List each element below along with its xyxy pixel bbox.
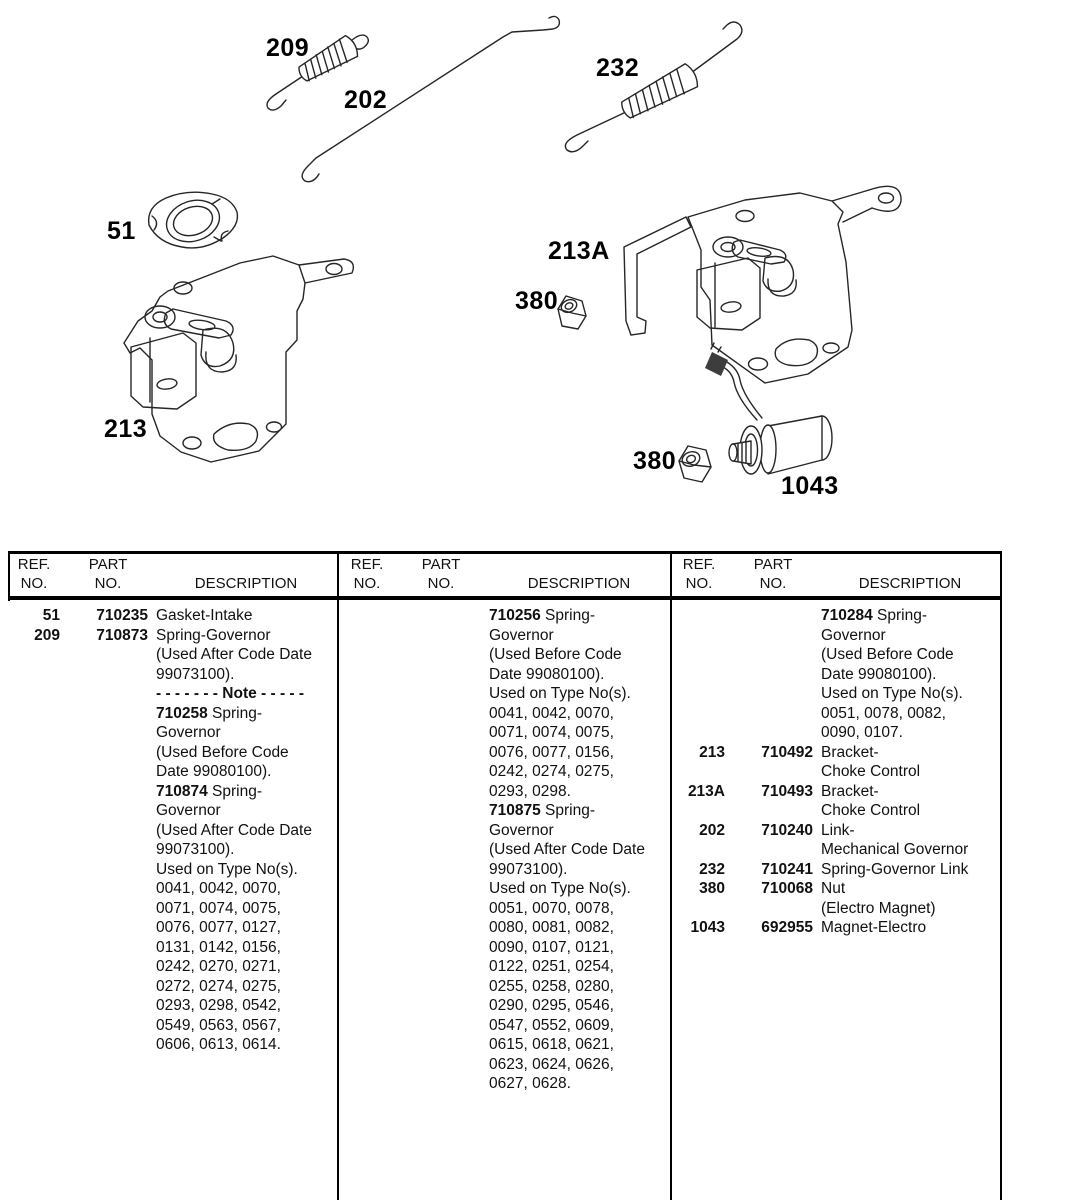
- callout-232: 232: [596, 54, 640, 82]
- table-header-rule: [8, 596, 1002, 600]
- parts-illustration: [0, 0, 1073, 552]
- description-line: Governor: [489, 821, 554, 839]
- description-line: 0272, 0274, 0275,: [156, 977, 281, 995]
- description-line: - - - - - - - Note - - - - -: [156, 685, 305, 702]
- description-line: (Electro Magnet): [821, 899, 936, 917]
- part-no: 710493: [761, 782, 813, 800]
- part-no: 710235: [96, 607, 148, 624]
- column-header-1: [8, 555, 336, 593]
- description-line: Spring-Governor: [156, 626, 271, 644]
- description-line: Choke Control: [821, 763, 921, 780]
- description-line: (Used After Code Date: [489, 841, 645, 858]
- part-entry: [341, 606, 667, 1094]
- description-line: (Used After Code Date: [156, 646, 312, 663]
- description-line: 99073100).: [489, 860, 568, 878]
- col-header-part: PART NO.: [421, 556, 461, 592]
- ref-no: 213A: [687, 782, 725, 800]
- col-header-ref: REF. NO.: [682, 556, 716, 592]
- part-entry: [8, 606, 334, 626]
- col-header-description: DESCRIPTION: [527, 575, 631, 592]
- description-line: 0051, 0078, 0082,: [821, 704, 946, 722]
- description-line: 0290, 0295, 0546,: [489, 997, 614, 1014]
- col-header-part: PART NO.: [88, 556, 128, 592]
- parts-column-2: [341, 606, 667, 1094]
- callout-213A: 213A: [548, 237, 610, 265]
- description: [156, 626, 334, 1055]
- nut-380-lower-drawing: [679, 446, 711, 482]
- parts-column-1: [8, 606, 334, 1055]
- description-line: 0549, 0563, 0567,: [156, 1016, 281, 1034]
- ref-no: 232: [699, 860, 725, 878]
- description-line: Date 99080100).: [489, 665, 605, 683]
- description: [821, 606, 997, 743]
- description-line: 0090, 0107.: [821, 724, 903, 741]
- part-entry: [673, 821, 997, 860]
- description-line: 0051, 0070, 0078,: [489, 899, 614, 917]
- description-line: Spring-Governor Link: [821, 860, 969, 878]
- bracket-213-drawing: [124, 256, 353, 462]
- description-line: 0071, 0074, 0075,: [489, 724, 614, 741]
- spring-232-drawing: [565, 22, 742, 152]
- part-no: 710241: [761, 860, 813, 878]
- description-line: Used on Type No(s).: [821, 685, 963, 702]
- callout-1043: 1043: [781, 472, 839, 500]
- description-line: Gasket-Intake: [156, 607, 253, 624]
- part-no: 692955: [761, 919, 813, 936]
- ref-no: [673, 606, 725, 743]
- col-header-description: DESCRIPTION: [858, 575, 962, 592]
- description: [821, 782, 997, 821]
- description-line: 0547, 0552, 0609,: [489, 1016, 614, 1034]
- description-line: 0080, 0081, 0082,: [489, 919, 614, 936]
- part-no: 710240: [761, 821, 813, 839]
- description-line: 0090, 0107, 0121,: [489, 938, 614, 956]
- description: [821, 743, 997, 782]
- table-top-rule: [8, 551, 1002, 554]
- description-line: Link-: [821, 821, 855, 839]
- part-entry: [673, 782, 997, 821]
- description-line: 0122, 0251, 0254,: [489, 958, 614, 975]
- ref-no: 209: [34, 626, 60, 644]
- description: [821, 821, 997, 860]
- description-line: Used on Type No(s).: [156, 860, 298, 878]
- description-line: Used on Type No(s).: [489, 880, 631, 897]
- ref-no: 213: [699, 743, 725, 761]
- col-header-ref: REF. NO.: [17, 556, 51, 592]
- description-line: (Used Before Code: [821, 646, 954, 663]
- description-line: Nut: [821, 880, 846, 897]
- description-line: 0242, 0270, 0271,: [156, 958, 281, 975]
- column-header-3: [673, 555, 999, 593]
- ref-no: 51: [42, 607, 60, 624]
- description-line: (Used After Code Date: [156, 821, 312, 839]
- callout-51: 51: [107, 217, 136, 245]
- description-line: 99073100).: [156, 665, 235, 683]
- description: [821, 879, 997, 918]
- description-line: 0615, 0618, 0621,: [489, 1036, 614, 1053]
- description-line: 0623, 0624, 0626,: [489, 1055, 614, 1073]
- description-line: 0076, 0077, 0156,: [489, 743, 614, 761]
- description-line: Used on Type No(s).: [489, 685, 631, 702]
- table-right-border: [1000, 551, 1002, 1200]
- description-line: 0071, 0074, 0075,: [156, 899, 281, 917]
- col-header-ref: REF. NO.: [350, 556, 384, 592]
- description-line: 0242, 0274, 0275,: [489, 763, 614, 780]
- callout-213: 213: [104, 415, 148, 443]
- description-line: 710874 Spring-: [156, 782, 263, 800]
- description-line: Date 99080100).: [156, 763, 272, 780]
- description-line: Mechanical Governor: [821, 841, 969, 858]
- description-line: 0606, 0613, 0614.: [156, 1036, 281, 1053]
- part-entry: [673, 879, 997, 918]
- description-line: 0131, 0142, 0156,: [156, 938, 281, 956]
- col-header-description: DESCRIPTION: [194, 575, 298, 592]
- description: [821, 860, 997, 880]
- callout-209: 209: [266, 34, 310, 62]
- description-line: 0255, 0258, 0280,: [489, 977, 614, 995]
- ref-no: 1043: [690, 919, 725, 936]
- part-no: [733, 606, 813, 743]
- description-line: Governor: [821, 626, 886, 644]
- description-line: (Used Before Code: [156, 743, 289, 761]
- callout-380: 380: [633, 447, 677, 475]
- description-line: (Used Before Code: [489, 646, 622, 663]
- part-no: 710873: [96, 626, 148, 644]
- callout-380: 380: [515, 287, 559, 315]
- description-line: 710256 Spring-: [489, 607, 596, 624]
- description: [156, 606, 334, 626]
- description-line: Bracket-: [821, 782, 879, 800]
- description-line: Governor: [156, 724, 221, 741]
- electro-magnet-1043-drawing: [705, 343, 832, 474]
- parts-line-art: [0, 0, 1073, 552]
- part-no: 710492: [761, 743, 813, 761]
- description: [489, 606, 667, 1094]
- part-entry: [673, 860, 997, 880]
- gasket-51-drawing: [149, 192, 238, 248]
- part-entry: [673, 606, 997, 743]
- column-header-2: [341, 555, 669, 593]
- col-header-part: PART NO.: [753, 556, 793, 592]
- callout-202: 202: [344, 86, 388, 114]
- part-no: [401, 606, 481, 1094]
- ref-no: 202: [699, 821, 725, 839]
- part-entry: [673, 743, 997, 782]
- part-entry: [673, 918, 997, 938]
- description-line: Bracket-: [821, 743, 879, 761]
- description-line: 0293, 0298, 0542,: [156, 997, 281, 1014]
- parts-column-3: [673, 606, 997, 938]
- description-line: Governor: [156, 802, 221, 819]
- ref-no: 380: [699, 880, 725, 897]
- description-line: Governor: [489, 626, 554, 644]
- description-line: 0041, 0042, 0070,: [489, 704, 614, 722]
- nut-380-upper-drawing: [558, 296, 586, 329]
- description-line: 0041, 0042, 0070,: [156, 880, 281, 897]
- description-line: 710258 Spring-: [156, 704, 263, 722]
- description-line: 0076, 0077, 0127,: [156, 919, 281, 936]
- bracket-213a-drawing: [624, 186, 901, 383]
- description-line: 0293, 0298.: [489, 782, 571, 800]
- table-divider-1: [337, 551, 339, 1200]
- ref-no: [341, 606, 393, 1094]
- description: [821, 918, 997, 938]
- description-line: 99073100).: [156, 841, 235, 858]
- description-line: 710875 Spring-: [489, 802, 596, 819]
- table-divider-2: [670, 551, 672, 1200]
- description-line: Date 99080100).: [821, 665, 937, 683]
- description-line: 710284 Spring-: [821, 607, 928, 624]
- description-line: Choke Control: [821, 802, 921, 819]
- description-line: 0627, 0628.: [489, 1075, 571, 1092]
- part-no: 710068: [761, 880, 813, 897]
- description-line: Magnet-Electro: [821, 919, 927, 936]
- part-entry: [8, 626, 334, 1055]
